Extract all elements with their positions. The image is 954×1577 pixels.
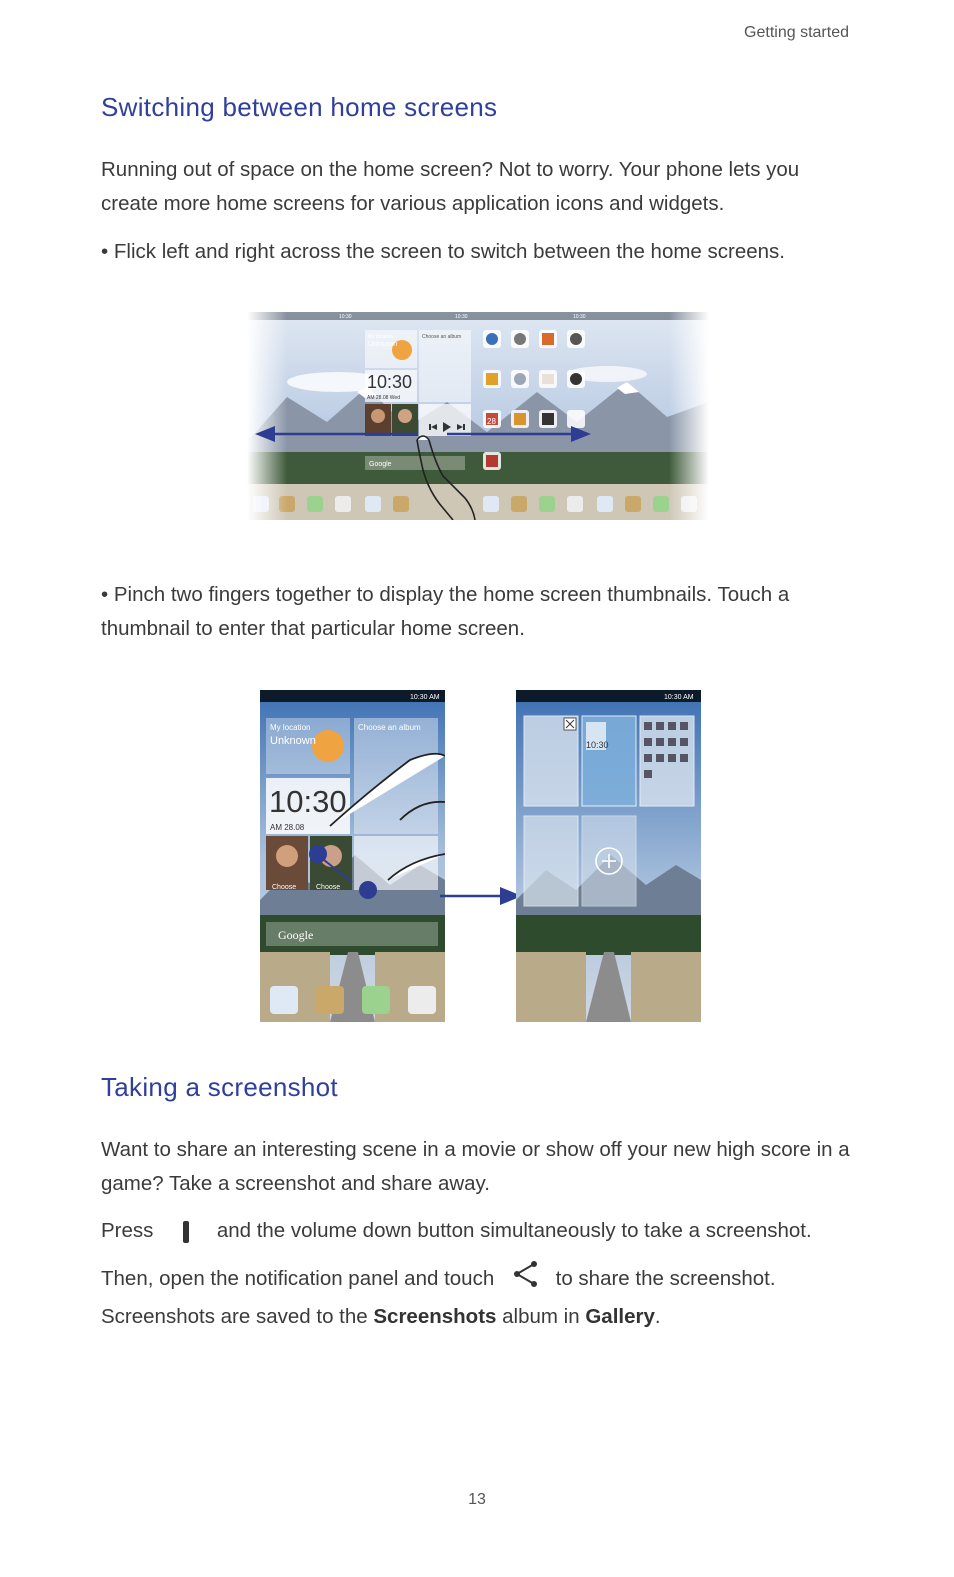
gallery-app-name: Gallery bbox=[585, 1305, 655, 1328]
svg-text:Choose: Choose bbox=[316, 884, 341, 891]
clock-1: 10:30 bbox=[367, 372, 413, 392]
svg-text:10:30: 10:30 bbox=[586, 740, 609, 750]
svg-text:My location: My location bbox=[270, 723, 311, 732]
running-header: Getting started bbox=[744, 24, 849, 41]
phone-thumbnails-illustration bbox=[516, 690, 701, 1022]
svg-text:Choose an album: Choose an album bbox=[358, 723, 421, 732]
svg-text:Google: Google bbox=[369, 461, 392, 468]
svg-text:10:30: 10:30 bbox=[573, 314, 586, 320]
phone-homescreen-illustration bbox=[260, 690, 445, 1022]
section-title-screenshot: Taking a screenshot bbox=[101, 1072, 338, 1102]
svg-text:10:30: 10:30 bbox=[269, 784, 347, 819]
bullet-flick: • Flick left and right across the screen to switch between the home screens. bbox=[101, 240, 785, 263]
svg-text:Unknown: Unknown bbox=[270, 735, 316, 747]
svg-text:AM 28.08: AM 28.08 bbox=[270, 823, 305, 832]
power-button-icon bbox=[183, 1221, 189, 1243]
bullet-pinch: • Pinch two fingers together to display the home screen thumbnails. Touch a thumbnail to enter that particular home screen. bbox=[101, 583, 790, 640]
svg-text:28: 28 bbox=[487, 417, 496, 426]
svg-text:My location: My location bbox=[368, 334, 394, 340]
svg-text:Choose an album: Choose an album bbox=[422, 334, 462, 340]
transition-arrow bbox=[440, 884, 524, 908]
svg-text:10:30: 10:30 bbox=[455, 314, 468, 320]
screenshot-intro: Want to share an interesting scene in a movie or show off your new high score in a game? Take a screenshot and share away. bbox=[101, 1138, 850, 1195]
section-title-switching: Switching between home screens bbox=[101, 92, 498, 122]
svg-text:Unknown: Unknown bbox=[368, 341, 398, 348]
page-number: 13 bbox=[468, 1491, 486, 1508]
svg-text:10:30 AM: 10:30 AM bbox=[664, 694, 694, 701]
share-icon bbox=[510, 1259, 540, 1300]
svg-text:AM 28.08 Wed: AM 28.08 Wed bbox=[367, 395, 400, 401]
press-instruction: Press and the volume down button simultaneously to take a screenshot. bbox=[101, 1219, 812, 1242]
svg-text:Choose: Choose bbox=[272, 884, 297, 891]
swipe-illustration bbox=[247, 312, 709, 520]
svg-text:10:30 AM: 10:30 AM bbox=[410, 694, 440, 701]
screenshots-album-name: Screenshots bbox=[373, 1305, 497, 1328]
intro-paragraph: Running out of space on the home screen? Not to worry. Your phone lets you create more home screens for various application icons and widgets. bbox=[101, 158, 800, 215]
svg-text:Google: Google bbox=[278, 928, 314, 942]
share-instruction: Then, open the notification panel and touch to share the screenshot. Screenshots are saved to the Screenshots album in Gallery. bbox=[101, 1259, 861, 1334]
status-time-1: 10:30 bbox=[339, 314, 352, 320]
